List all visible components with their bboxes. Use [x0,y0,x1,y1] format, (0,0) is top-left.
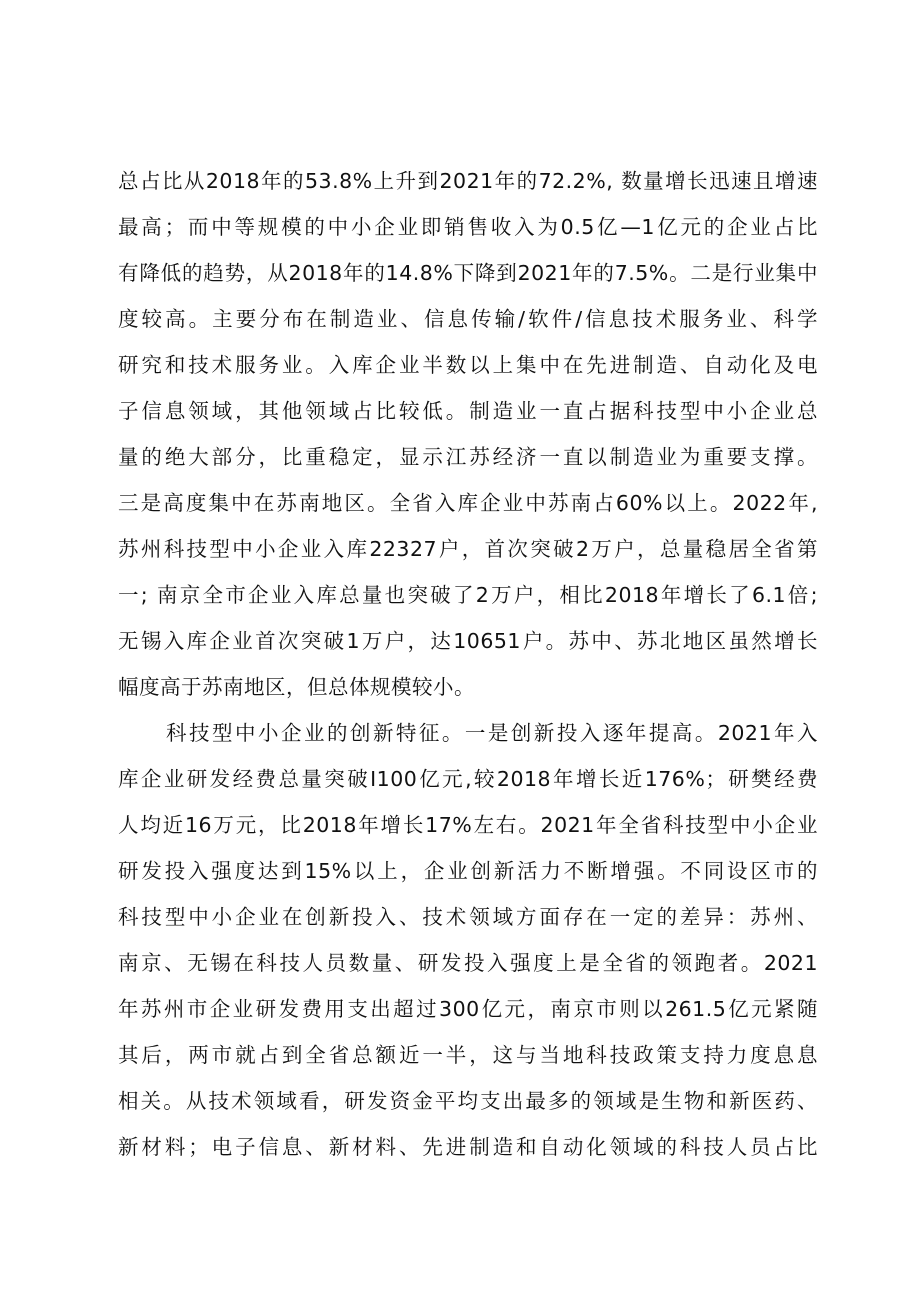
text-line: 研究和技术服务业。入库企业半数以上集中在先进制造、自动化及电 [118,353,818,377]
text-line: 人均近16万元，比2018年增长17%左右。2021年全省科技型中小企业 [118,813,818,837]
text-line: 南京、无锡在科技人员数量、研发投入强度上是全省的领跑者。2021 [118,951,818,975]
text-line: 量的绝大部分，比重稳定，显示江苏经济一直以制造业为重要支撑。 [118,445,818,469]
text-line: 其后，两市就占到全省总额近一半，这与当地科技政策支持力度息息 [118,1043,818,1067]
text-line: 科技型中小企业在创新投入、技术领域方面存在一定的差异：苏州、 [118,905,818,929]
text-line: 无锡入库企业首次突破1万户，达10651户。苏中、苏北地区虽然增长 [118,629,818,653]
text-line: 科技型中小企业的创新特征。一是创新投入逐年提高。2021年入 [166,721,818,745]
text-line: 新材料；电子信息、新材料、先进制造和自动化领域的科技人员占比 [118,1135,818,1159]
text-line: 三是高度集中在苏南地区。全省入库企业中苏南占60%以上。2022年, [118,491,818,515]
text-line: 苏州科技型中小企业入库22327户，首次突破2万户，总量稳居全省第 [118,537,818,561]
text-line: 相关。从技术领域看，研发资金平均支出最多的领域是生物和新医药、 [118,1089,818,1113]
text-line: 有降低的趋势，从2018年的14.8%下降到2021年的7.5%。二是行业集中 [118,261,818,285]
text-line: 最高；而中等规模的中小企业即销售收入为0.5亿—1亿元的企业占比 [118,215,818,239]
text-line: 库企业研发经费总量突破I100亿元,较2018年增长近176%；研樊经费 [118,767,818,791]
text-line: 子信息领域，其他领域占比较低。制造业一直占据科技型中小企业总 [118,399,818,423]
text-line: 一; 南京全市企业入库总量也突破了2万户，相比2018年增长了6.1倍; [118,583,818,607]
text-line: 研发投入强度达到15%以上，企业创新活力不断增强。不同设区市的 [118,859,818,883]
text-line: 总占比从2018年的53.8%上升到2021年的72.2%, 数量增长迅速且增速 [118,169,818,193]
text-line: 幅度高于苏南地区，但总体规模较小。 [118,675,475,699]
text-line: 度较高。主要分布在制造业、信息传输/软件/信息技术服务业、科学 [118,307,818,331]
text-line: 年苏州市企业研发费用支出超过300亿元，南京市则以261.5亿元紧随 [118,997,818,1021]
